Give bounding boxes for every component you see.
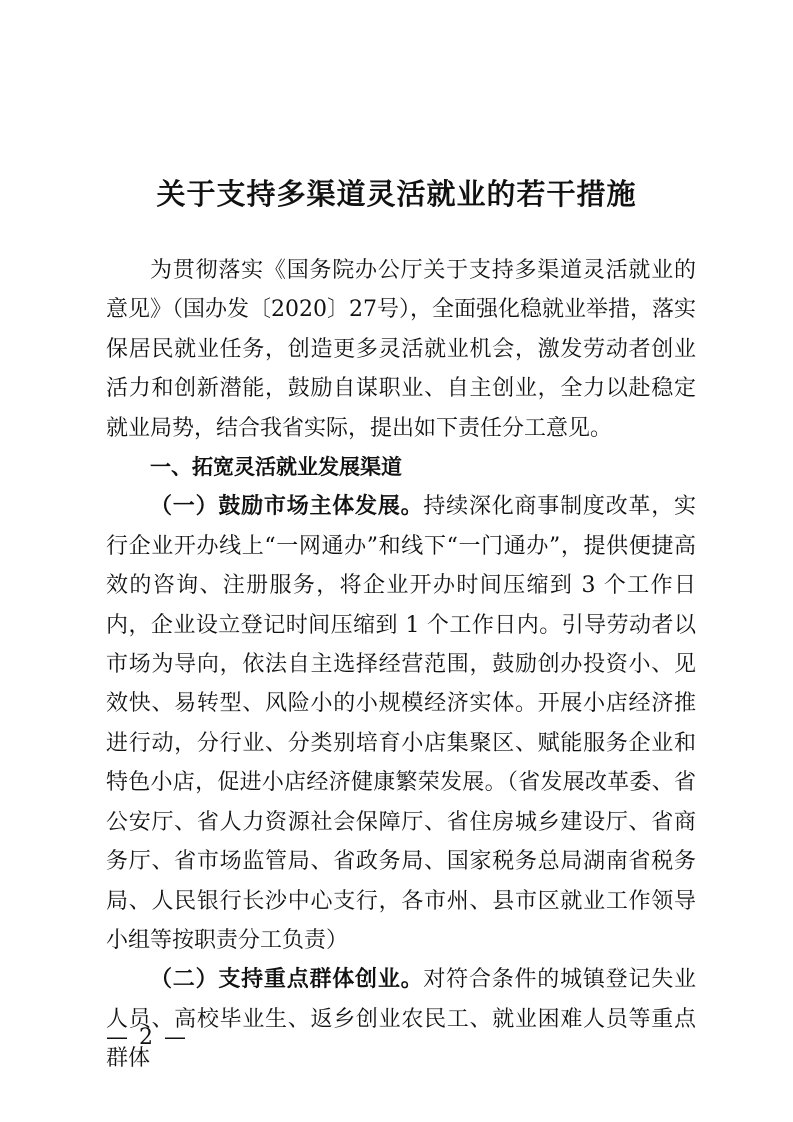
item-2-text: 对符合条件的城镇登记失业人员、高校毕业生、返乡创业农民工、就业困难人员等重点群体 [106, 967, 696, 1072]
item-2-paragraph [106, 960, 696, 1078]
document-body [106, 251, 696, 1079]
page-number: — 2 — [106, 1025, 188, 1050]
item-1-text: 持续深化商事制度改革，实行企业开办线上“一网通办”和线下“一门通办”，提供便捷高效的咨询、注册服务，将企业开办时间压缩到 3 个工作日内，企业设立登记时间压缩到 1 个工作日内。引导劳动者以市场为导向，依法自主选择经营范围，鼓励创办投资小、见效快、易转型、风险小的小规模经济实体。开展小店经济推进行动，分行业、分类别培育小店集聚区、赋能服务企业和特色小店，促进小店经济健康繁荣发展。（省发展改革委、省公安厅、省人力资源社会保障厅、省住房城乡建设厅、省商务厅、省市场监管局、省政务局、国家税务总局湖南省税务局、人民银行长沙中心支行，各市州、县市区就业工作领导小组等按职责分工负责） [106, 494, 696, 953]
item-2-heading: （二）支持重点群体创业。 [150, 967, 424, 993]
item-1-paragraph [106, 487, 696, 960]
intro-paragraph: 为贯彻落实《国务院办公厅关于支持多渠道灵活就业的意见》（国办发〔2020〕27号），全面强化稳就业举措，落实保居民就业任务，创造更多灵活就业机会，激发劳动者创业活力和创新潜能，鼓励自谋职业、自主创业，全力以赴稳定就业局势，结合我省实际，提出如下责任分工意见。 [106, 258, 696, 441]
document-title: 关于支持多渠道灵活就业的若干措施 [156, 177, 637, 211]
section-heading: 一、拓宽灵活就业发展渠道 [150, 455, 402, 480]
item-1-heading: （一）鼓励市场主体发展。 [150, 494, 424, 520]
